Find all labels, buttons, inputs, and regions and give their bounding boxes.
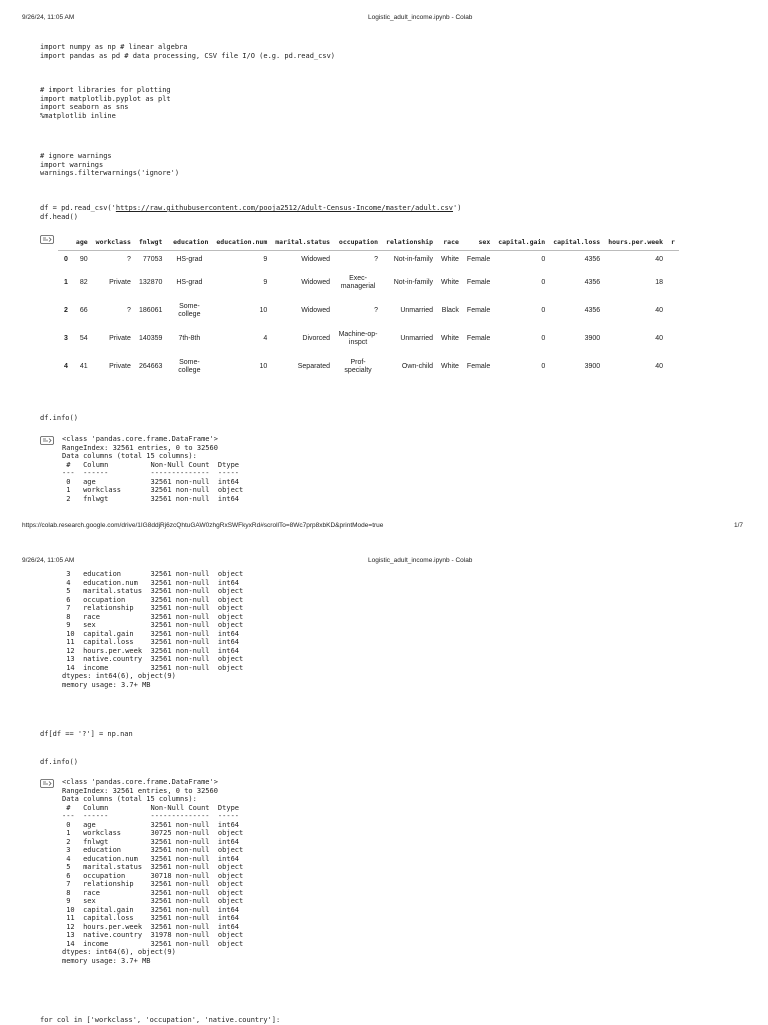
table-cell: 10 [259,363,268,370]
table-row [58,251,679,270]
table-cell: Widowed [301,307,331,314]
info-output-part2: 3 education 32561 non-null object 4 education.num 32561 non-null int64 5 marital.status 32561 non-null object 6 occupation 32561 non-null object 7 relationship 32561 non-null object 8 race 32561 non-null object 9 sex 32561 non-null object 10 capital.gain 32561 non-null int64 11 capital.loss 32561 non-null int64 12 hours.per.week 32561 non-null int64 13 native.country 32561 non-null object 14 income 32561 non-null object dtypes: int64(6), object(9) memory usage: 3.7+ MB [62,570,244,689]
table-cell: 4356 [584,279,601,286]
table-cell: 18 [655,279,663,286]
table-cell: Female [466,363,491,370]
column-header: education [166,236,212,251]
output-toggle-icon[interactable] [40,235,54,244]
column-header: race [437,236,463,251]
read-csv-prefix: df = pd.read_csv(' [40,204,116,212]
print-title: Logistic_adult_income.ipynb - Colab [368,557,473,564]
read-csv-suffix: ') [453,204,462,212]
code-cell-for-loop[interactable]: for col in ['workclass', 'occupation', 'native.country']: [40,1016,281,1024]
table-cell: Black [441,307,459,314]
table-cell: Some-college [178,359,201,374]
table-cell: 0 [541,307,546,314]
table-cell: 0 [541,363,546,370]
print-datetime: 9/26/24, 11:05 AM [22,557,75,564]
table-cell: White [441,363,459,370]
dataframe-table [58,236,679,381]
row-index: 0 [64,256,68,263]
table-cell: Not-in-family [393,279,434,286]
table-cell: Separated [297,363,331,370]
column-header: fnlwgt [135,236,166,251]
table-cell-truncated [667,269,679,297]
table-cell: Some-college [178,303,201,318]
table-cell: Unmarried [400,335,434,342]
column-header: capital.gain [494,236,549,251]
print-title: Logistic_adult_income.ipynb - Colab [368,14,473,21]
table-row [58,297,679,325]
table-row [58,353,679,381]
table-cell: ? [374,256,379,263]
table-cell-truncated [667,297,679,325]
info-output-2: <class 'pandas.core.frame.DataFrame'> RangeIndex: 32561 entries, 0 to 32560 Data columns (total 15 columns): # Column Non-Null Count Dtype --- ------ -------------- ----- 0 age 32561 non-null int64 1 workclass 30725 non-null object 2 fnlwgt 32561 non-null int64 3 education 32561 non-null object 4 education.num 32561 non-null int64 5 marital.status 32561 non-null object 6 occupation 30718 non-null object 7 relationship 32561 non-null object 8 race 32561 non-null object 9 sex 32561 non-null object 10 capital.gain 32561 non-null int64 11 capital.loss 32561 non-null int64 12 hours.per.week 32561 non-null int64 13 native.country 31978 non-null object 14 income 32561 non-null object dtypes: int64(6), object(9) memory usage: 3.7+ MB [62,778,244,965]
table-cell: Female [466,335,491,342]
row-index: 2 [64,307,68,314]
column-header: capital.loss [549,236,604,251]
table-cell: 41 [79,363,88,370]
table-cell: Widowed [301,256,331,263]
table-cell: Female [466,256,491,263]
table-cell: 40 [655,256,663,263]
table-cell: 0 [541,335,546,342]
info-output-part1: <class 'pandas.core.frame.DataFrame'> RangeIndex: 32561 entries, 0 to 32560 Data columns (total 15 columns): # Column Non-Null Count Dtype --- ------ -------------- ----- 0 age 32561 non-null int64 1 workclass 32561 non-null object 2 fnlwgt 32561 non-null int64 [62,435,244,503]
column-header: relationship [382,236,437,251]
table-cell-truncated [667,251,679,270]
print-datetime: 9/26/24, 11:05 AM [22,14,75,21]
table-cell: 264663 [139,363,163,370]
table-cell: 66 [79,307,88,314]
column-header: sex [463,236,494,251]
code-cell-info[interactable]: df.info() [40,414,78,422]
code-cell-replace-question-marks[interactable]: df[df == '?'] = np.nan [40,730,133,738]
table-cell: HS-grad [176,279,203,286]
table-cell-truncated [667,353,679,381]
column-header: occupation [334,236,382,251]
table-cell: ? [374,307,379,314]
column-header: workclass [92,236,135,251]
column-header: hours.per.week [604,236,667,251]
table-cell: Prof-specialty [344,359,372,374]
table-cell: White [441,335,459,342]
code-cell-read-csv[interactable] [40,204,461,221]
row-index: 3 [64,335,68,342]
table-cell: Divorced [302,335,331,342]
table-cell: 77053 [142,256,163,263]
table-cell: White [441,279,459,286]
code-cell-imports[interactable]: import numpy as np # linear algebra import pandas as pd # data processing, CSV file I/O (e.g. pd.read_csv) [40,43,336,60]
csv-url-link[interactable]: https://raw.githubusercontent.com/pooja2512/Adult-Census-Income/master/adult.csv [115,204,454,212]
table-cell: 140359 [139,335,163,342]
table-cell: 0 [541,279,546,286]
table-cell: 7th-8th [178,335,201,342]
column-header: education.num [212,236,271,251]
table-cell: 0 [541,256,546,263]
table-cell: ? [126,256,131,263]
table-cell: Female [466,307,491,314]
table-cell: Widowed [301,279,331,286]
table-cell: 3900 [584,335,601,342]
table-cell: 82 [79,279,88,286]
column-header: r [667,236,679,251]
row-index: 1 [64,279,68,286]
table-cell: 40 [655,307,663,314]
head-call: df.head() [40,212,78,221]
column-header: age [72,236,92,251]
table-cell: 40 [655,335,663,342]
table-cell: 9 [263,279,268,286]
table-cell: Exec-managerial [340,275,376,290]
code-cell-info-2[interactable]: df.info() [40,758,78,766]
output-toggle-icon[interactable] [40,436,54,445]
table-cell: Private [109,279,131,286]
table-cell: Private [109,335,131,342]
table-cell: 132870 [139,279,163,286]
table-cell: Female [466,279,491,286]
table-row [58,269,679,297]
table-cell: 3900 [584,363,601,370]
row-index: 4 [64,363,68,370]
table-cell: 4356 [584,307,601,314]
table-cell: Not-in-family [393,256,434,263]
table-cell: 54 [79,335,88,342]
table-cell: Own-child [401,363,434,370]
table-cell: Unmarried [400,307,434,314]
table-cell: 4 [263,335,268,342]
table-cell: HS-grad [176,256,203,263]
table-cell: Private [109,363,131,370]
table-cell: 40 [655,363,663,370]
table-cell: White [441,256,459,263]
print-footer-url: https://colab.research.google.com/drive/1IG8ddjRj6zcQhtuGAW0zhgRxSWFkyxRd#scrollTo=8Wc7prp8xbKD&printMode=true [22,522,384,529]
table-cell: 4356 [584,256,601,263]
column-header: marital.status [271,236,334,251]
code-cell-warnings[interactable]: # ignore warnings import warnings warnings.filterwarnings('ignore') [40,152,180,177]
index-header [58,236,72,251]
output-toggle-icon[interactable] [40,779,54,788]
table-cell: Machine-op-inspct [338,331,378,346]
table-cell: 10 [259,307,268,314]
table-cell: 9 [263,256,268,263]
print-page-number: 1/7 [734,522,744,529]
table-header-row [58,236,679,251]
code-cell-plot-imports[interactable]: # import libraries for plotting import matplotlib.pyplot as plt import seaborn as sns %matplotlib inline [40,86,171,120]
table-cell: 186061 [139,307,163,314]
table-row [58,325,679,353]
table-cell: ? [126,307,131,314]
table-cell-truncated [667,325,679,353]
table-cell: 90 [79,256,88,263]
